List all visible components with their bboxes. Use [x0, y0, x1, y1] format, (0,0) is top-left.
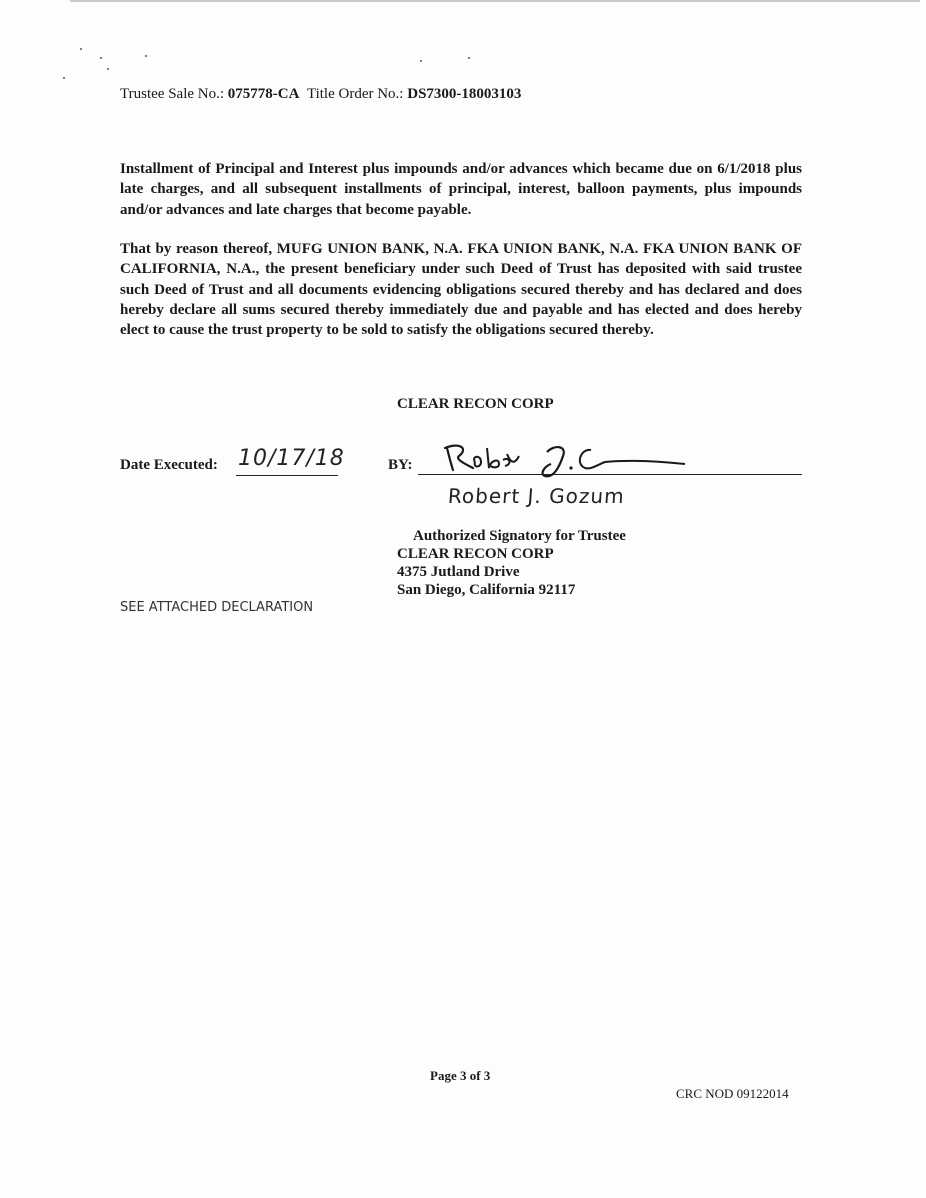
date-executed-label: Date Executed: [120, 457, 218, 473]
trustee-name: CLEAR RECON CORP [397, 546, 554, 562]
signatory-address-block [397, 527, 626, 599]
installment-paragraph: Installment of Principal and Interest plus impounds and/or advances which became due on 6/1/2018 plus late charges, and all subsequent installments of principal, interest, balloon payments, plus impounds and/or advances and late charges that become payable. [120, 161, 802, 218]
trustee-sale-header [120, 86, 521, 103]
signatory-title: Authorized Signatory for Trustee [413, 528, 626, 544]
company-name: CLEAR RECON CORP [397, 396, 554, 412]
title-order-label: Title Order No.: [306, 86, 404, 102]
date-underline [236, 475, 338, 476]
date-executed-handwritten: 10/17/18 [238, 446, 345, 471]
trustee-sale-label: Trustee Sale No.: [120, 86, 225, 102]
scan-speck [420, 60, 422, 62]
address-line-1: 4375 Jutland Drive [397, 564, 520, 580]
beneficiary-paragraph: That by reason thereof, MUFG UNION BANK, N.A. FKA UNION BANK, N.A. FKA UNION BANK OF CALIFORNIA, N.A., the present beneficiary under such Deed of Trust has deposited with said trustee such Deed of Trust and all documents evidencing obligations secured thereby and has declared and does hereby declare all sums secured thereby immediately due and payable and has elected and does hereby elect to cause the trust property to be sold to satisfy the obligations secured thereby. [120, 241, 802, 339]
scan-speck [80, 48, 82, 50]
signer-printed-name: Robert J. Gozum [447, 484, 626, 508]
trustee-sale-number: 075778-CA [227, 86, 300, 102]
form-code: CRC NOD 09122014 [676, 1086, 789, 1101]
scan-speck [100, 57, 102, 59]
by-label: BY: [388, 457, 413, 473]
scan-speck [145, 55, 147, 57]
address-line-2: San Diego, California 92117 [397, 582, 576, 598]
scan-speck [107, 68, 109, 70]
handwritten-signature [435, 434, 695, 484]
attached-declaration-note: SEE ATTACHED DECLARATION [120, 600, 314, 615]
page-number: Page 3 of 3 [430, 1068, 491, 1083]
scan-edge-rule [70, 0, 920, 2]
title-order-number: DS7300-18003103 [407, 86, 522, 102]
scan-speck [63, 77, 65, 79]
scan-speck [468, 57, 470, 59]
